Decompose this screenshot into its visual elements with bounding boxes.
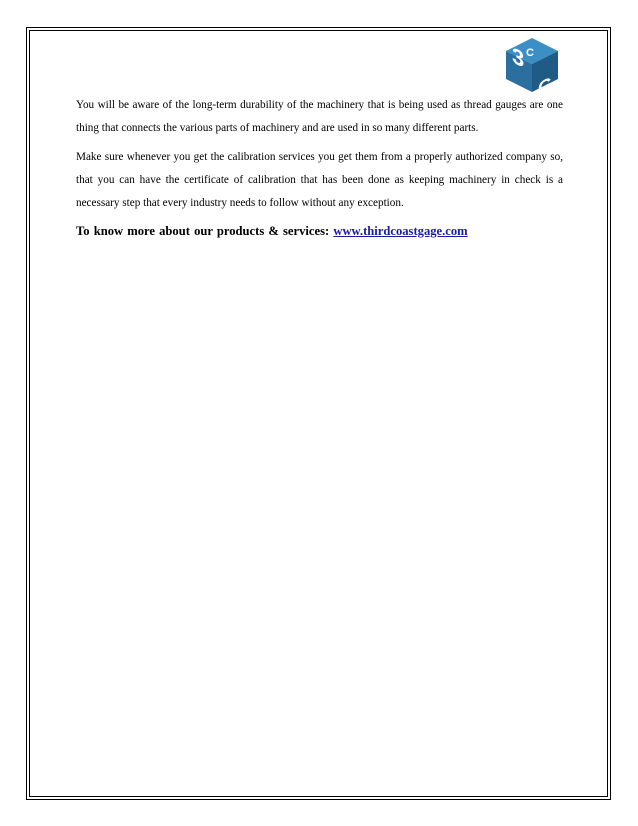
svg-text:3: 3 xyxy=(512,42,525,73)
website-link[interactable]: www.thirdcoastgage.com xyxy=(333,224,468,238)
paragraph-durability: You will be aware of the long-term durability of the machinery that is being used as thread gauges are one thing that connects the various parts of machinery and are used in so many different parts. xyxy=(76,99,563,134)
document-body xyxy=(76,94,563,241)
svg-text:G: G xyxy=(538,73,553,94)
cta-line xyxy=(76,221,563,241)
cube-logo-icon xyxy=(504,36,560,94)
company-logo xyxy=(504,36,560,94)
paragraph-calibration: Make sure whenever you get the calibration services you get them from a properly authorized company so, that you can have the certificate of calibration that has been done as keeping machinery in check is a necessary step that every industry needs to follow without any exception. xyxy=(76,151,563,209)
svg-text:C: C xyxy=(526,47,534,59)
cta-text: To know more about our products & services: xyxy=(76,224,330,238)
